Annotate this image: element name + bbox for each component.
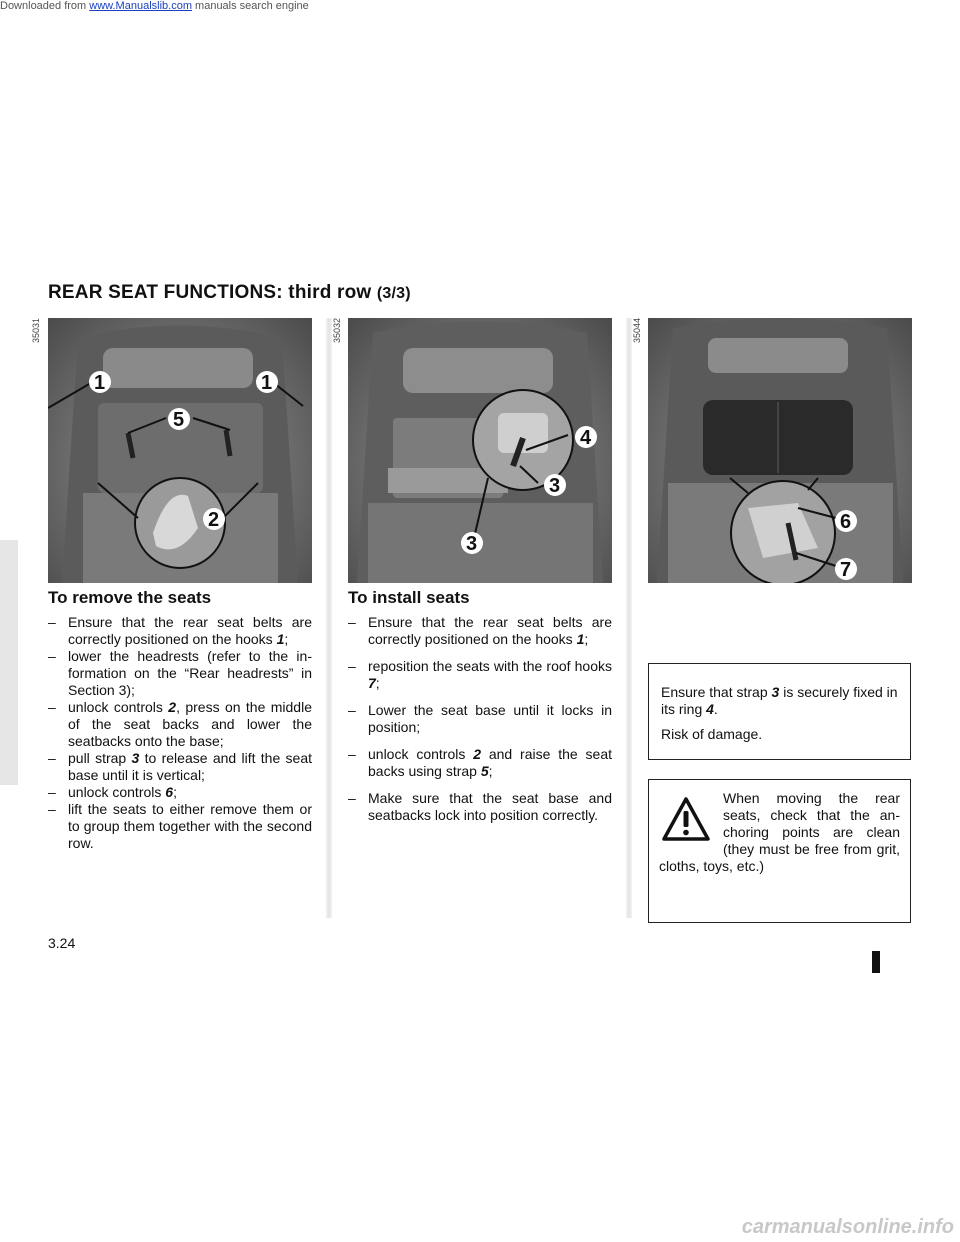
remove-step-5: – unlock controls 6; — [48, 784, 312, 801]
figure-remove-seats — [48, 318, 312, 583]
remove-step-4: – pull strap 3 to release and lift the seat base until it is vertical; — [48, 750, 312, 784]
strap-note-box — [648, 663, 911, 760]
svg-text:1: 1 — [94, 372, 106, 394]
page-number: 3.24 — [48, 935, 76, 951]
figure-ref-2: 35032 — [332, 318, 342, 344]
column-divider-1 — [326, 318, 332, 918]
edge-mark — [872, 951, 880, 973]
manualslib-link[interactable]: www.Manualslib.com — [89, 0, 192, 12]
figure-ref-1: 35031 — [31, 318, 41, 344]
svg-text:3: 3 — [549, 475, 561, 497]
svg-text:3: 3 — [466, 533, 478, 555]
download-banner: Downloaded from www.Manualslib.com manuals search engine — [0, 0, 309, 12]
remove-heading: To remove the seats — [48, 588, 212, 607]
svg-text:2: 2 — [208, 509, 220, 531]
svg-text:7: 7 — [840, 559, 852, 581]
install-steps — [348, 614, 612, 834]
svg-text:1: 1 — [261, 372, 273, 394]
svg-text:4: 4 — [580, 427, 592, 449]
remove-step-6: – lift the seats to either remove them or to group them together with the second row. — [48, 801, 312, 852]
install-step-3: – Lower the seat base until it locks in position; — [348, 702, 612, 736]
install-step-2: – reposition the seats with the roof hooks 7; — [348, 658, 612, 692]
remove-step-1: – Ensure that the rear seat belts are correctly positioned on the hooks 1; — [48, 614, 312, 648]
remove-step-3: – unlock controls 2, press on the middle of the seat backs and lower the seatbacks onto the base; — [48, 699, 312, 750]
figure-ref-3: 35044 — [632, 318, 642, 344]
install-step-4: – unlock controls 2 and raise the seat backs using strap 5; — [348, 746, 612, 780]
install-step-5: – Make sure that the seat base and seatbacks lock into position correctly. — [348, 790, 612, 824]
install-step-1: – Ensure that the rear seat belts are correctly positioned on the hooks 1; — [348, 614, 612, 648]
figure-install-seats — [348, 318, 612, 583]
remove-steps — [48, 614, 312, 852]
warning-box — [648, 779, 911, 923]
column-divider-2 — [626, 318, 632, 918]
warning-triangle-icon — [661, 796, 711, 842]
strap-note-text: Ensure that strap 3 is securely fixed in its ring 4. — [661, 684, 898, 717]
install-heading: To install seats — [348, 588, 470, 607]
warning-text: When moving the rear seats, check that the anchoring points are clean (they must be free from grit, cloths, toys, etc.) — [659, 790, 900, 874]
svg-text:5: 5 — [173, 409, 185, 431]
footer-watermark: carmanualsonline.info — [741, 1216, 954, 1238]
remove-step-2: – lower the headrests (refer to the information on the “Rear headrests” in Section 3); — [48, 648, 312, 699]
damage-risk-text: Risk of damage. — [661, 726, 763, 742]
page-title: REAR SEAT FUNCTIONS: third row (3/3) — [48, 282, 411, 303]
svg-text:6: 6 — [840, 511, 852, 533]
figure-roof-hooks — [648, 318, 912, 583]
section-tab — [0, 540, 18, 785]
